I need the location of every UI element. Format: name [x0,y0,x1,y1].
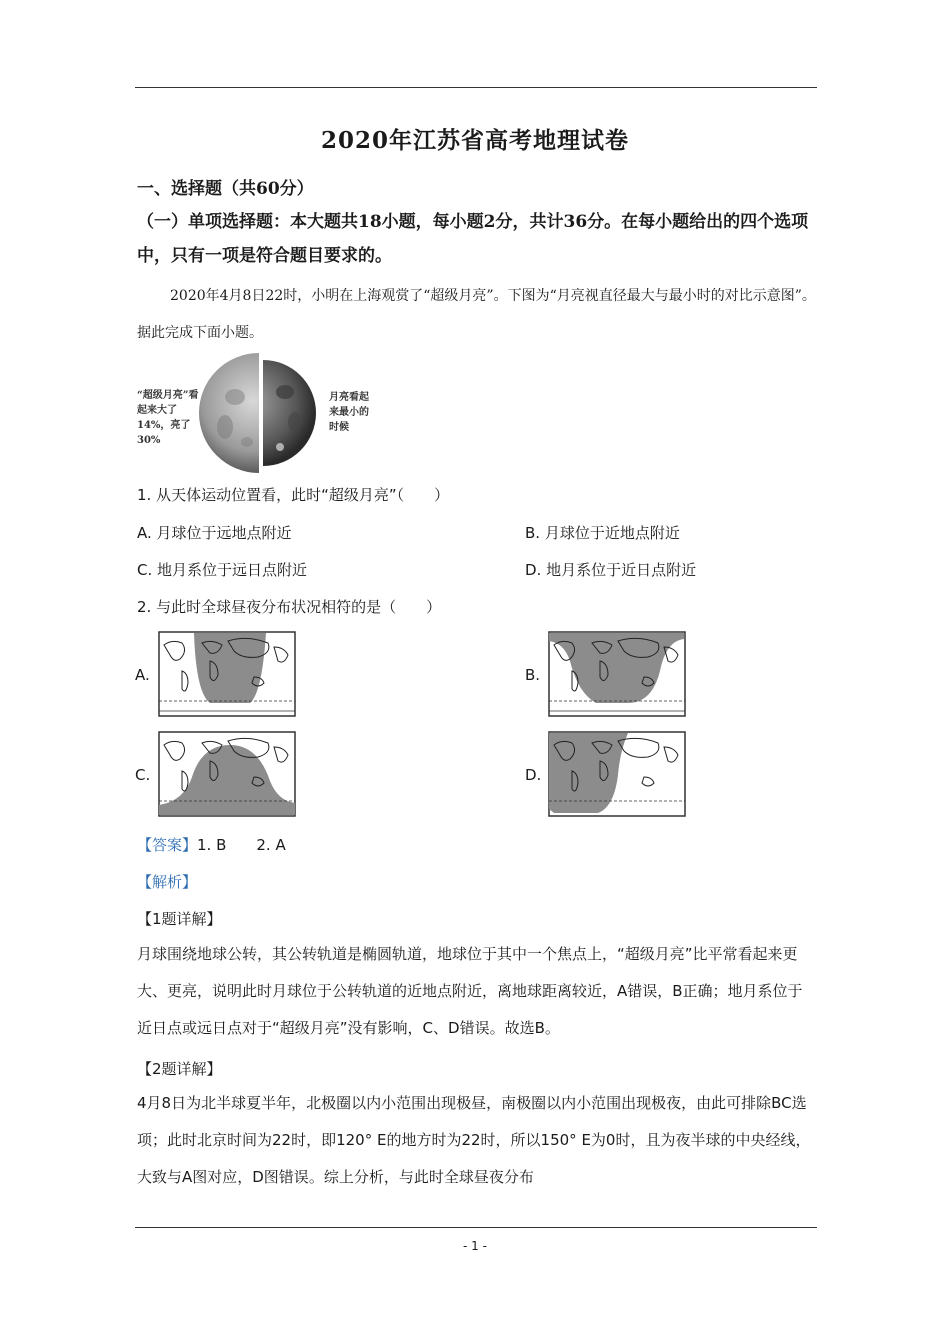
detail1-text: 月球围绕地球公转，其公转轨道是椭圆轨道，地球位于其中一个焦点上，“超级月亮”比平常看起来更大、更亮，说明此时月球位于公转轨道的近地点附近，离地球距离较近，A错误，B正确；地月系位于近日点或远日点对于“超级月亮”没有影响，C、D错误。故选B。 [137,945,803,1037]
answer-line [137,834,286,855]
bottom-rule [135,1227,817,1228]
section-subheading: （一）单项选择题：本大题共18小题，每小题2分，共计36分。在每小题给出的四个选项中，只有一项是符合题目要求的。 [137,212,809,266]
page-number: - 1 - [463,1239,487,1253]
q2-stem: 2. 与此时全球昼夜分布状况相符的是（ ） [137,598,442,616]
answer-tag: 【答案】 [137,836,198,854]
answer-text: 1. B 2. A [197,836,286,854]
q2-option-d-label: D. [525,766,542,784]
detail2-text: 4月8日为北半球夏半年，北极圈以内小范围出现极昼，南极圈以内小范围出现极夜，由此可排除BC选项；此时北京时间为22时，即120° E的地方时为22时，所以150° E为0时，且为夜半球的中央经线，大致与A图对应，D图错误。综上分析，与此时全球昼夜分布 [137,1094,811,1186]
q1-option-b: B. 月球位于近地点附近 [525,524,680,542]
q1-stem: 1. 从天体运动位置看，此时“超级月亮”（ ） [137,486,450,504]
analysis-tag: 【解析】 [137,873,198,891]
section-heading: 一、选择题（共60分） [137,179,314,199]
q1-option-a: A. 月球位于远地点附近 [137,524,292,542]
page-title: 2020年江苏省高考地理试卷 [320,127,629,154]
q2-map-a [158,631,296,717]
moon-left-label: “超级月亮”看起来大了14%，亮了30% [137,390,199,446]
detail1-tag: 【1题详解】 [137,910,222,928]
q2-option-c-label: C. [135,766,151,784]
q2-option-b-label: B. [525,666,541,684]
top-rule [135,87,817,88]
detail2-tag: 【2题详解】 [137,1060,222,1078]
q1-option-d: D. 地月系位于近日点附近 [525,561,697,579]
q1-option-c: C. 地月系位于远日点附近 [137,561,308,579]
question-intro: 2020年4月8日22时，小明在上海观赏了“超级月亮”。下图为“月亮视直径最大与最小时的对比示意图”。据此完成下面小题。 [137,288,816,341]
q2-map-c [158,731,296,817]
q2-map-d [548,731,686,817]
q2-option-a-label: A. [135,666,150,684]
moon-right-label: 月亮看起来最小的时候 [329,392,369,433]
q2-map-b [548,631,686,717]
